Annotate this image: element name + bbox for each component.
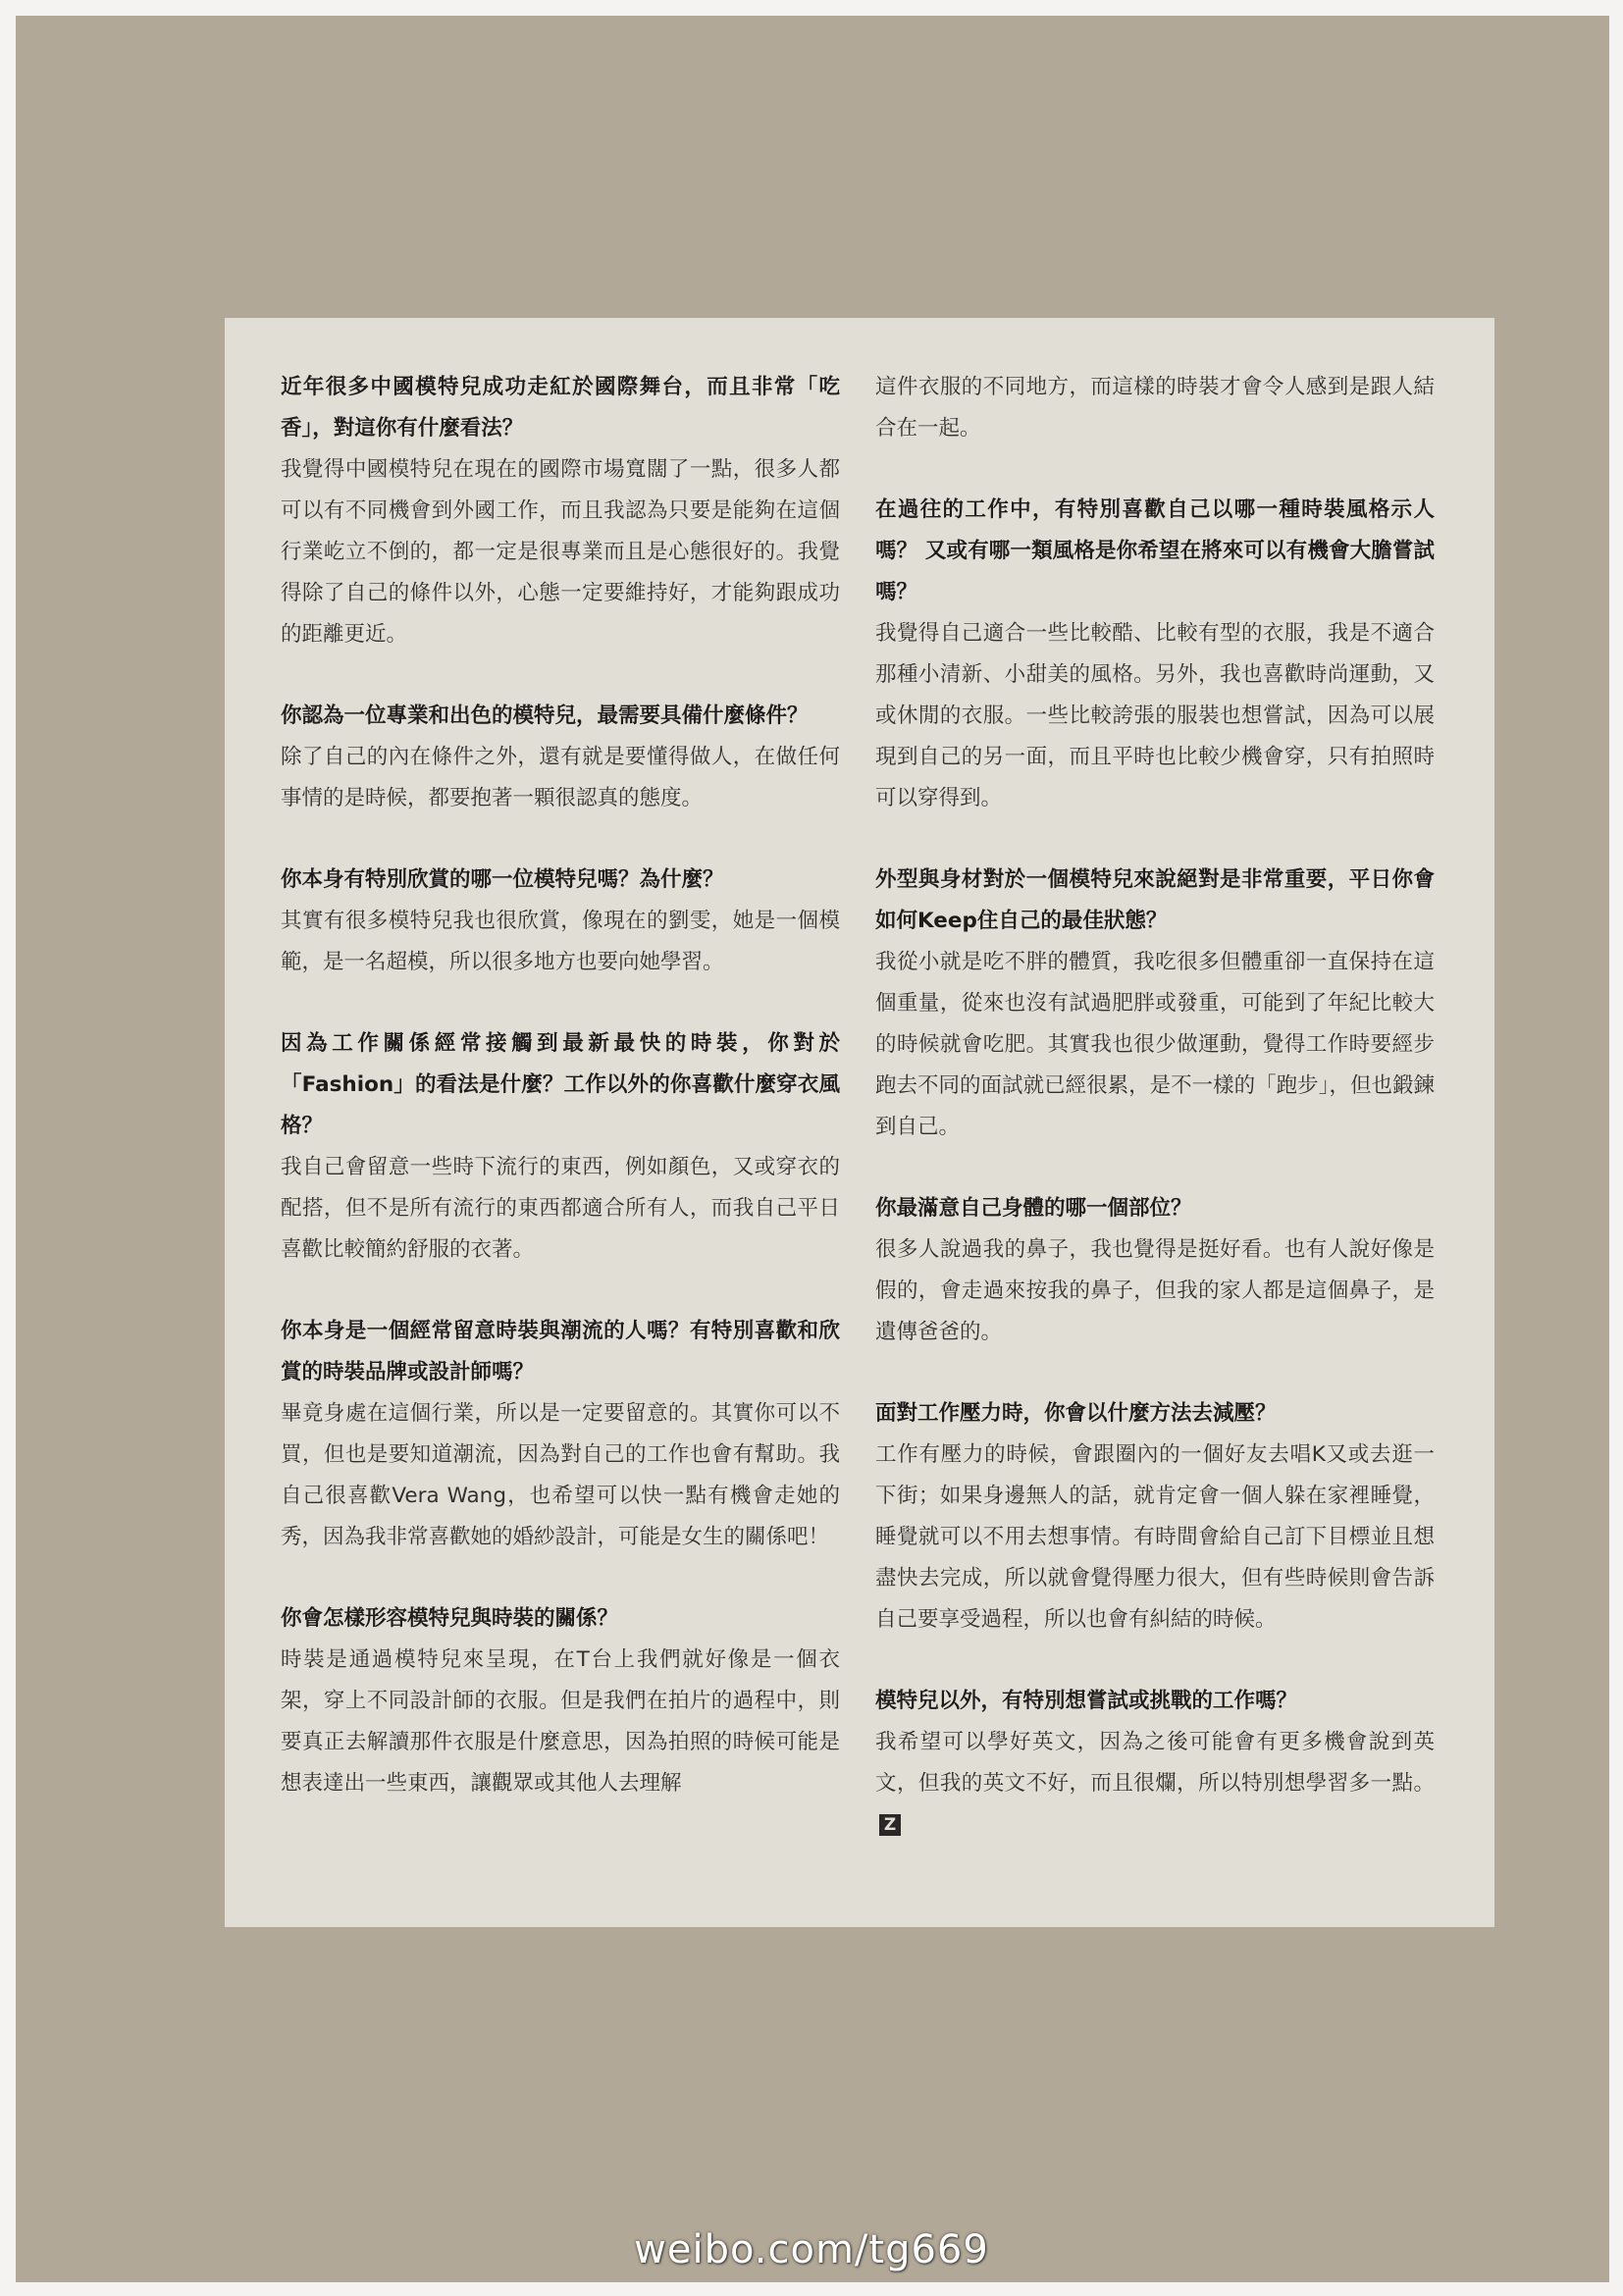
question: 你本身是一個經常留意時裝與潮流的人嗎？有特別喜歡和欣賞的時裝品牌或設計師嗎？ (281, 1319, 840, 1384)
question: 因為工作關係經常接觸到最新最快的時裝，你對於「Fashion」的看法是什麼？工作以外的你喜歡什麼穿衣風格？ (281, 1031, 840, 1138)
qa-item (875, 1188, 1435, 1353)
answer-continued: 這件衣服的不同地方，而這樣的時裝才會令人感到是跟人結合在一起。 (875, 375, 1435, 441)
answer: 很多人說過我的鼻子，我也覺得是挺好看。也有人說好像是假的，會走過來按我的鼻子，但我的家人都是這個鼻子，是遺傳爸爸的。 (875, 1237, 1435, 1344)
question: 在過往的工作中，有特別喜歡自己以哪一種時裝風格示人嗎？ 又或有哪一類風格是你希望在將來可以有機會大膽嘗試嗎？ (875, 497, 1435, 604)
answer: 我自己會留意一些時下流行的東西，例如顏色，又或穿衣的配搭，但不是所有流行的東西都適合所有人，而我自己平日喜歡比較簡約舒服的衣著。 (281, 1155, 840, 1262)
qa-item (281, 696, 840, 819)
question: 面對工作壓力時，你會以什麼方法去減壓？ (875, 1401, 1277, 1426)
qa-item (281, 367, 840, 655)
question: 你本身有特別欣賞的哪一位模特兒嗎？為什麼？ (281, 867, 724, 892)
qa-item (281, 1023, 840, 1271)
question: 模特兒以外，有特別想嘗試或挑戰的工作嗎？ (875, 1689, 1298, 1713)
question: 你最滿意自己身體的哪一個部位？ (875, 1196, 1192, 1221)
question: 你認為一位專業和出色的模特兒，最需要具備什麼條件？ (281, 704, 809, 728)
answer: 時裝是通過模特兒來呈現，在T台上我們就好像是一個衣架，穿上不同設計師的衣服。但是我們在拍片的過程中，則要真正去解讀那件衣服是什麼意思，因為拍照的時候可能是想表達出一些東西，讓觀眾或其他人去理解 (281, 1647, 840, 1796)
question: 外型與身材對於一個模特兒來說絕對是非常重要，平日你會如何Keep住自己的最佳狀態？ (875, 867, 1435, 933)
watermark: weibo.com/tg669 (634, 2227, 989, 2272)
right-column (875, 367, 1435, 1886)
qa-item (875, 490, 1435, 819)
answer: 畢竟身處在這個行業，所以是一定要留意的。其實你可以不買，但也是要知道潮流，因為對自己的工作也會有幫助。我自己很喜歡Vera Wang，也希望可以快一點有機會走她的秀，因為我非常喜歡她的婚紗設計，可能是女生的關係吧！ (281, 1401, 840, 1549)
answer-last (875, 1722, 1435, 1846)
left-column (281, 367, 840, 1845)
qa-item (281, 860, 840, 983)
question: 你會怎樣形容模特兒與時裝的關係？ (281, 1606, 619, 1631)
answer: 我從小就是吃不胖的體質，我吃很多但體重卻一直保持在這個重量，從來也沒有試過肥胖或發重，可能到了年紀比較大的時候就會吃肥。其實我也很少做運動，覺得工作時要經步跑去不同的面試就已經很累，是不一樣的「跑步」，但也鍛鍊到自己。 (875, 950, 1435, 1139)
end-mark-icon: Z (879, 1814, 901, 1836)
qa-item (281, 1598, 840, 1804)
qa-item (281, 1311, 840, 1558)
answer: 除了自己的內在條件之外，還有就是要懂得做人，在做任何事情的是時候，都要抱著一顆很認真的態度。 (281, 745, 840, 810)
answer: 工作有壓力的時候，會跟圈內的一個好友去唱K又或去逛一下街；如果身邊無人的話，就肯定會一個人躲在家裡睡覺，睡覺就可以不用去想事情。有時間會給自己訂下目標並且想盡快去完成，所以就會覺得壓力很大，但有些時候則會告訴自己要享受過程，所以也會有糾結的時候。 (875, 1442, 1435, 1632)
text-panel (225, 318, 1494, 1927)
qa-item (875, 860, 1435, 1148)
qa-item (875, 1681, 1435, 1846)
answer: 我覺得中國模特兒在現在的國際市場寬闊了一點，很多人都可以有不同機會到外國工作，而且我認為只要是能夠在這個行業屹立不倒的，都一定是很專業而且是心態很好的。我覺得除了自己的條件以外，心態一定要維持好，才能夠跟成功的距離更近。 (281, 457, 840, 647)
answer: 其實有很多模特兒我也很欣賞，像現在的劉雯，她是一個模範，是一名超模，所以很多地方也要向她學習。 (281, 909, 840, 974)
qa-item (875, 1393, 1435, 1641)
qa-item (875, 367, 1435, 449)
question: 近年很多中國模特兒成功走紅於國際舞台，而且非常「吃香」，對這你有什麼看法？ (281, 375, 840, 441)
answer: 我覺得自己適合一些比較酷、比較有型的衣服，我是不適合那種小清新、小甜美的風格。另外，我也喜歡時尚運動，又或休閒的衣服。一些比較誇張的服裝也想嘗試，因為可以展現到自己的另一面，而且平時也比較少機會穿，只有拍照時可以穿得到。 (875, 621, 1435, 810)
answer-text: 我希望可以學好英文，因為之後可能會有更多機會說到英文，但我的英文不好，而且很爛，所以特別想學習多一點。 (875, 1730, 1435, 1796)
